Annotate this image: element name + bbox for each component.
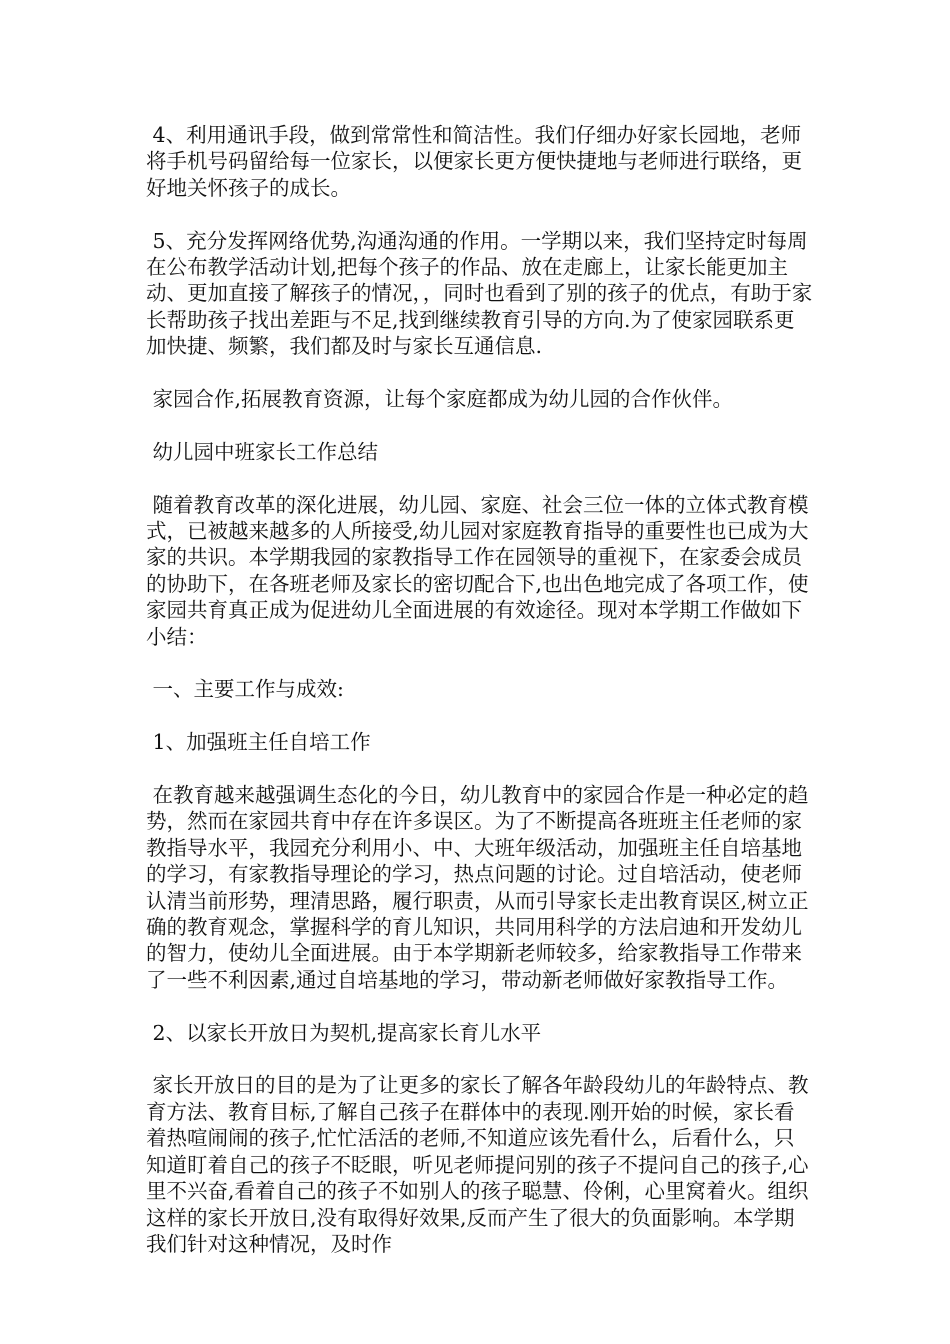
paragraph-home-cooperation: 家园合作,拓展教育资源，让每个家庭都成为幼儿园的合作伙伴。 — [146, 387, 734, 412]
heading-main-work: 一、主要工作与成效: — [146, 677, 344, 702]
paragraph-item-2-body: 家长开放日的目的是为了让更多的家长了解各年龄段幼儿的年龄特点、教育方法、教育目标,了解自己孩子在群体中的表现.刚开始的时候，家长看着热喧闹闹的孩子,忙忙活活的老师,不知道应该先看什么，后看什么，只知道盯着自己的孩子不眨眼，听见老师提问别的孩子不提问自己的孩子,心里不兴奋,看着自己的孩子不如别人的孩子聪慧、伶俐，心里窝着火。组织这样的家长开放日,没有取得好效果,反而产生了很大的负面影响。本学期我们针对这种情况，及时作 — [146, 1073, 809, 1256]
section-title: 幼儿园中班家长工作总结 — [146, 439, 379, 464]
document-body — [146, 122, 814, 1284]
paragraph-item-4: 4、利用通讯手段，做到常常性和简洁性。我们仔细办好家长园地，老师将手机号码留给每一位家长，以便家长更方便快捷地与老师进行联络，更好地关怀孩子的成长。 — [146, 123, 802, 200]
heading-item-2: 2、以家长开放日为契机,提高家长育儿水平 — [146, 1020, 542, 1045]
paragraph-item-1-body: 在教育越来越强调生态化的今日，幼儿教育中的家园合作是一种必定的趋势，然而在家园共育中存在许多误区。为了不断提高各班班主任老师的家教指导水平，我园充分利用小、中、大班年级活动，加强班主任自培基地的学习，有家教指导理论的学习，热点问题的讨论。过自培活动，使老师认清当前形势，理清思路，履行职责，从而引导家长走出教育误区,树立正确的教育观念，掌握科学的育儿知识，共同用科学的方法启迪和开发幼儿的智力，使幼儿全面进展。由于本学期新老师较多，给家教指导工作带来了一些不利因素,通过自培基地的学习，带动新老师做好家教指导工作。 — [146, 783, 809, 992]
paragraph-item-5: 5、充分发挥网络优势,沟通沟通的作用。一学期以来，我们坚持定时每周在公布教学活动计划,把每个孩子的作品、放在走廊上，让家长能更加主动、更加直接了解孩子的情况，，同时也看到了别的孩子的优点，有助于家长帮助孩子找出差距与不足,找到继续教育引导的方向.为了使家园联系更加快捷、频繁，我们都及时与家长互通信息. — [146, 228, 813, 359]
paragraph-intro: 随着教育改革的深化进展，幼儿园、家庭、社会三位一体的立体式教育模式，已被越来越多的人所接受,幼儿园对家庭教育指导的重要性也已成为大家的共识。本学期我园的家教指导工作在园领导的重视下，在家委会成员的协助下，在各班老师及家长的密切配合下,也出色地完成了各项工作，使家园共育真正成为促进幼儿全面进展的有效途径。现对本学期工作做如下小结： — [146, 492, 809, 649]
heading-item-1: 1、加强班主任自培工作 — [146, 730, 371, 755]
